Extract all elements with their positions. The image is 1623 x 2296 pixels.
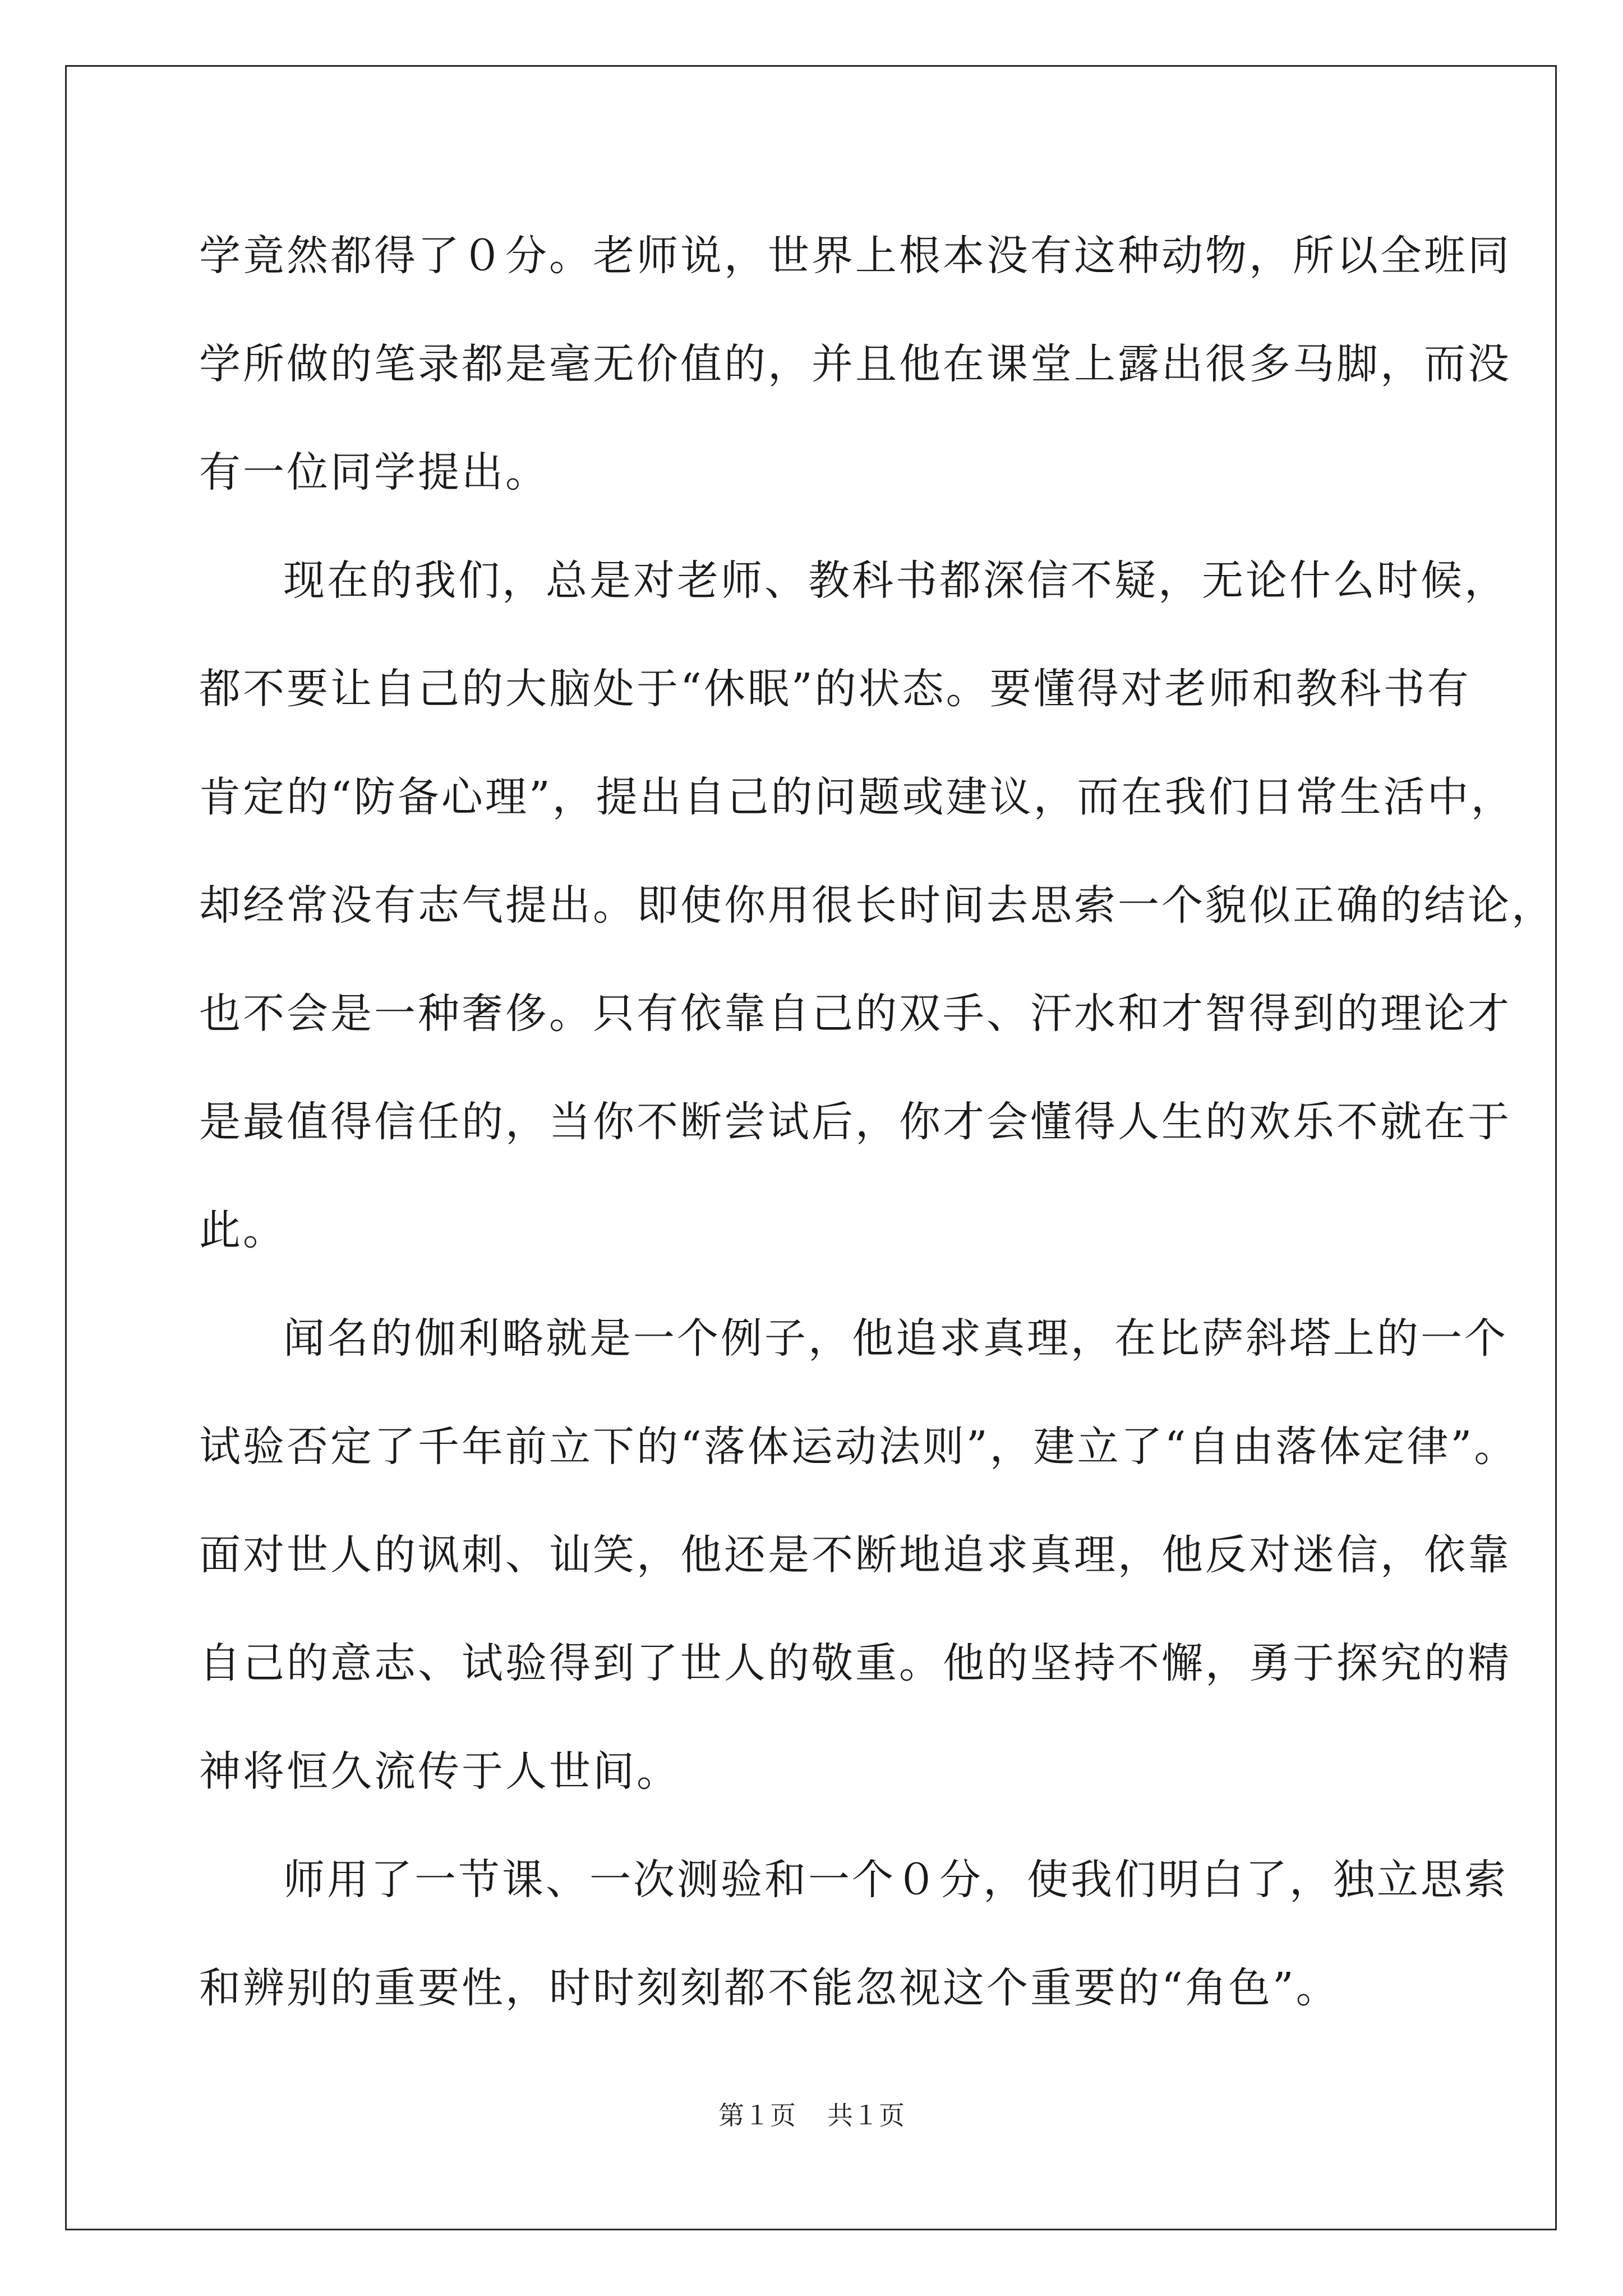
page-footer (0, 2095, 1623, 2132)
paragraph-2-line-5: 也不会是一种奢侈。只有依靠自己的双手、汗水和才智得到的理论才 (199, 990, 1511, 1038)
page-number: 第１页 (718, 2101, 796, 2130)
paragraph-1-line-1: 学竟然都得了０分。老师说，世界上根本没有这种动物，所以全班同 (199, 232, 1511, 280)
paragraph-3-line-5: 神将恒久流传于人世间。 (199, 1747, 680, 1796)
paragraph-2-line-2: 都不要让自己的大脑处于“休眠”的状态。要懂得对老师和教科书有 (199, 665, 1471, 713)
paragraph-2-line-7: 此。 (199, 1206, 287, 1254)
paragraph-3-line-4: 自己的意志、试验得到了世人的敬重。他的坚持不懈，勇于探究的精 (199, 1639, 1511, 1687)
page-total: 共１页 (827, 2101, 905, 2130)
paragraph-4-line-2: 和辨别的重要性，时时刻刻都不能忽视这个重要的“角色”。 (199, 1964, 1340, 2012)
paragraph-1-line-3: 有一位同学提出。 (199, 448, 549, 496)
paragraph-3-line-2: 试验否定了千年前立下的“落体运动法则”，建立了“自由落体定律”。 (199, 1423, 1518, 1471)
paragraph-3-line-3: 面对世人的讽刺、讪笑，他还是不断地追求真理，他反对迷信，依靠 (199, 1531, 1511, 1579)
paragraph-1-line-2: 学所做的笔录都是毫无价值的，并且他在课堂上露出很多马脚，而没 (199, 340, 1511, 388)
paragraph-3-line-1: 闻名的伽利略就是一个例子，他追求真理，在比萨斜塔上的一个 (283, 1314, 1508, 1363)
paragraph-2-line-3: 肯定的“防备心理”，提出自己的问题或建议，而在我们日常生活中， (199, 773, 1515, 821)
paragraph-2-line-4: 却经常没有志气提出。即使你用很长时间去思索一个貌似正确的结论， (199, 881, 1555, 930)
paragraph-2-line-6: 是最值得信任的，当你不断尝试后，你才会懂得人生的欢乐不就在于 (199, 1098, 1511, 1146)
paragraph-4-line-1: 师用了一节课、一次测验和一个０分，使我们明白了，独立思索 (283, 1856, 1508, 1904)
document-body (199, 202, 1555, 2042)
paragraph-2-line-1: 现在的我们，总是对老师、教科书都深信不疑，无论什么时候， (283, 556, 1508, 605)
